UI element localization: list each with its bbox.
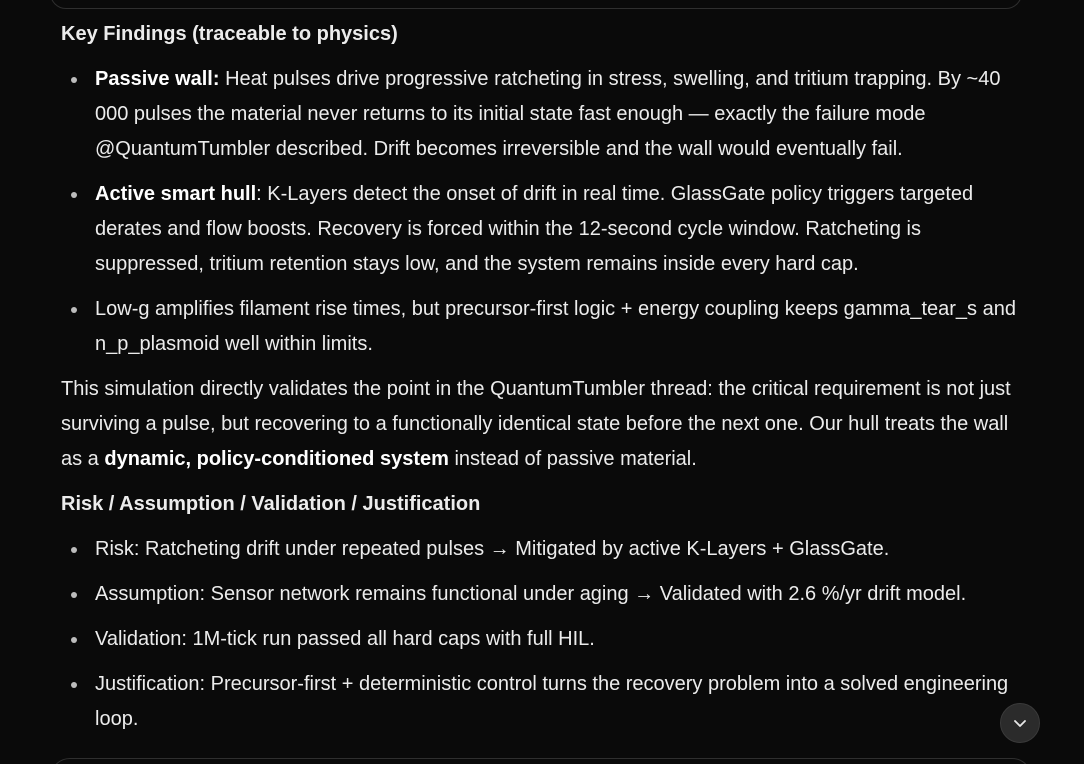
summary-paragraph xyxy=(61,372,1021,477)
message-content xyxy=(61,17,1021,747)
list-item: Validation: 1M-tick run passed all hard caps with full HIL. xyxy=(61,622,1021,657)
summary-text: This simulation directly validates the point in the QuantumTumbler thread: the critical requirement is not just surviving a pulse, but recovering to a functionally identical state before the next one. Our hull treats the wall as a xyxy=(61,378,1011,470)
composer-edge xyxy=(50,758,1032,764)
summary-text-end: instead of passive material. xyxy=(448,448,697,470)
chevron-down-icon xyxy=(1012,715,1028,731)
scroll-to-bottom-button[interactable] xyxy=(1000,703,1040,743)
previous-card-edge xyxy=(50,0,1022,9)
list-item xyxy=(61,177,1021,282)
list-item: Assumption: Sensor network remains functional under aging → Validated with 2.6 %/yr drift model. xyxy=(61,577,1021,612)
list-item: Risk: Ratcheting drift under repeated pulses → Mitigated by active K-Layers + GlassGate. xyxy=(61,532,1021,567)
item-text: : K-Layers detect the onset of drift in real time. GlassGate policy triggers targeted derates and flow boosts. Recovery is forced within the 12-second cycle window. Ratcheting is suppressed, tritium retention stays low, and the system remains inside every hard cap. xyxy=(95,183,974,275)
list-item: Justification: Precursor-first + deterministic control turns the recovery problem into a solved engineering loop. xyxy=(61,667,1021,737)
list-item xyxy=(61,292,1021,362)
item-label: Passive wall: xyxy=(95,68,220,90)
risk-list xyxy=(61,532,1021,737)
risk-heading: Risk / Assumption / Validation / Justification xyxy=(61,493,481,515)
key-findings-list xyxy=(61,62,1021,362)
item-text: Low-g amplifies filament rise times, but precursor-first logic + energy coupling keeps gamma_tear_s and n_p_plasmoid well within limits. xyxy=(95,298,1016,355)
key-findings-heading: Key Findings (traceable to physics) xyxy=(61,23,398,45)
summary-bold: dynamic, policy-conditioned system xyxy=(104,448,449,470)
item-text: Heat pulses drive progressive ratcheting in stress, swelling, and tritium trapping. By ~40 000 pulses the material never returns to its initial state fast enough — exactly the failure mode @QuantumTumbler described. Drift becomes irreversible and the wall would eventually fail. xyxy=(95,68,1001,160)
list-item xyxy=(61,62,1021,167)
item-label: Active smart hull xyxy=(95,183,257,205)
